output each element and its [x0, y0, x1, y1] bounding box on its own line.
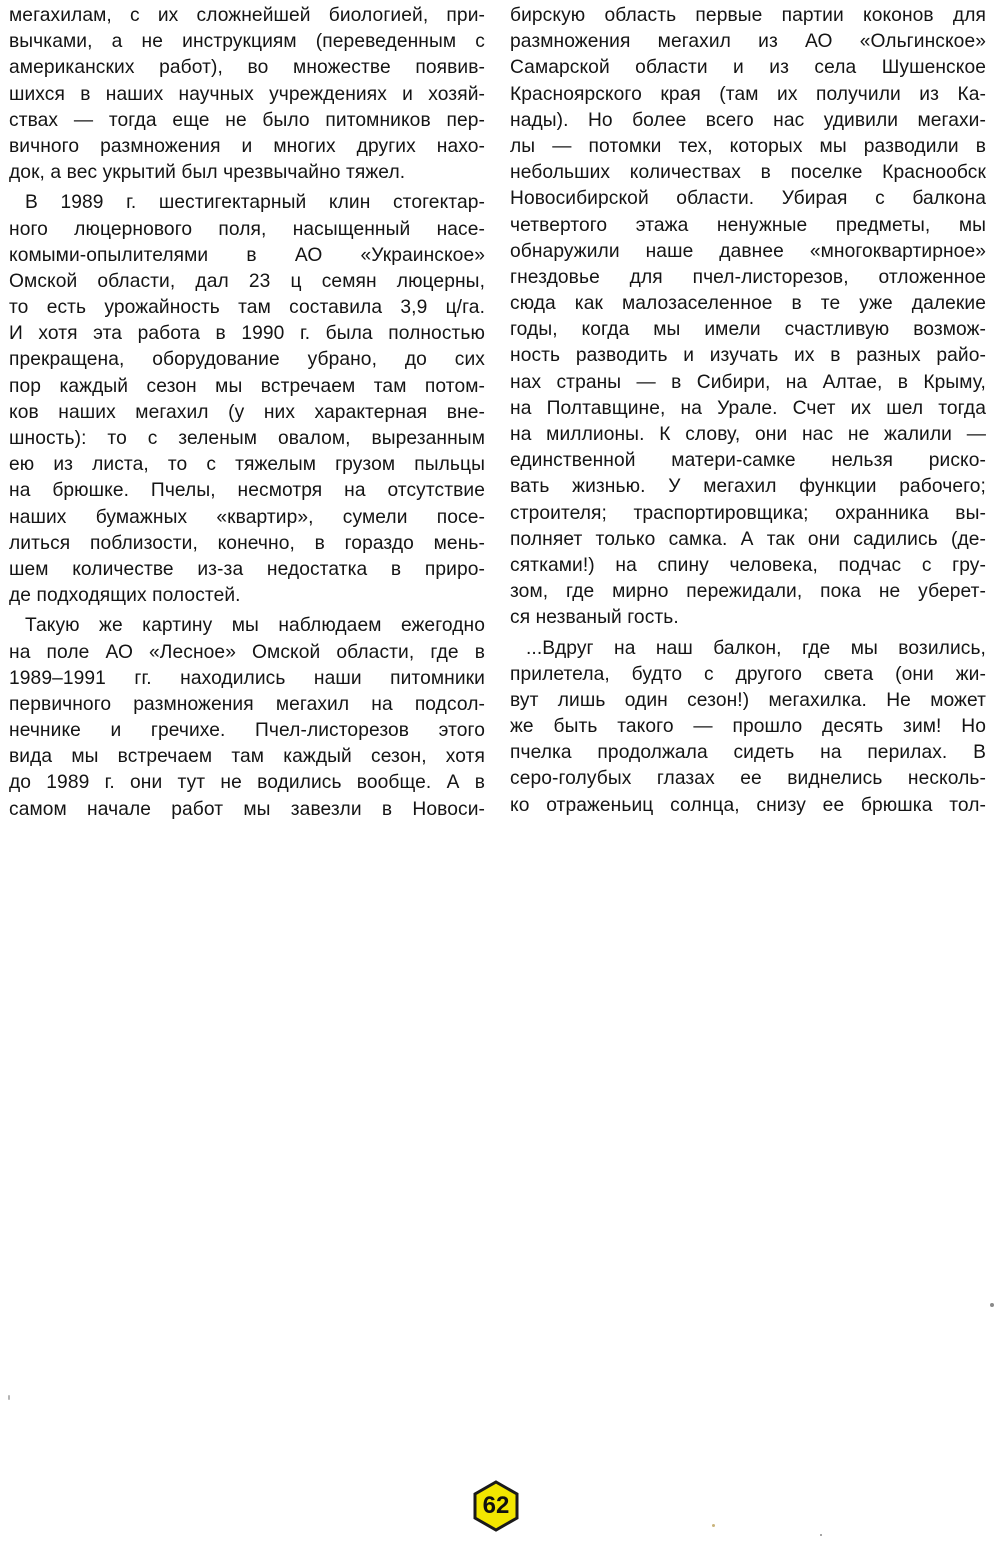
text-line: ся незваный гость. [510, 607, 679, 629]
text-line: комыми-опылителями в АО «Украинское» [9, 244, 485, 266]
text-line: лы — потомки тех, которых мы разводили в [510, 135, 986, 157]
text-line: Такую же картину мы наблюдаем ежегодно [25, 615, 485, 637]
text-line: небольших количествах в поселке Краснообск [510, 162, 986, 184]
text-line: размножения мегахил из АО «Ольгинское» [510, 31, 986, 53]
text-line: на Полтавщине, на Урале. Счет их шел тогда [510, 397, 986, 419]
text-line: Самарской области и из села Шушенское [510, 57, 986, 79]
text-line: гнездовье для пчел-листорезов, отложенное [510, 266, 986, 288]
text-line: единственной матери-самке нельзя риско- [510, 450, 986, 472]
paragraph [9, 613, 485, 823]
text-line: ...Вдруг на наш балкон, где мы возились, [526, 637, 986, 659]
text-line: вать жизнью. У мегахил функции рабочего; [510, 476, 986, 498]
text-line: полняет только самка. А так они садились (де- [510, 528, 986, 550]
scan-speck [712, 1524, 715, 1527]
text-line: наших бумажных «квартир», сумели посе- [9, 506, 485, 528]
text-line: шихся в наших научных учреждениях и хозяй- [9, 83, 485, 105]
text-line: ко отраженьиц солнца, снизу ее брюшка тол- [510, 794, 986, 816]
scan-speck [820, 1534, 822, 1536]
right-text-column [510, 3, 986, 819]
text-line: прекращена, оборудование убрано, до сих [9, 349, 485, 371]
text-line: годы, когда мы имели счастливую возмож- [510, 319, 986, 341]
paragraph [510, 636, 986, 819]
text-line: же быть такого — прошло десять зим! Но [510, 716, 986, 738]
text-line: до 1989 г. они тут не водились вообще. А в [9, 772, 485, 794]
paragraph [510, 3, 986, 632]
text-line: Красноярского края (там их получили из Ка- [510, 83, 986, 105]
text-line: ствах — тогда еще не было питомников пер- [9, 109, 485, 131]
text-line: шем количестве из-за недостатка в приро- [9, 558, 485, 580]
text-line: самом начале работ мы завезли в Новоси- [9, 798, 485, 820]
paragraph [9, 190, 485, 609]
text-line: вида мы встречаем там каждый сезон, хотя [9, 746, 485, 768]
text-line: то есть урожайность там составила 3,9 ц/га. [9, 297, 485, 319]
text-line: В 1989 г. шестигектарный клин стогектар- [25, 192, 485, 214]
page-number-badge [472, 1480, 520, 1532]
text-line: ного люцернового поля, насыщенный насе- [9, 218, 485, 240]
text-line: сятками!) на спину человека, подчас с гру- [510, 554, 986, 576]
text-line: нады). Но более всего нас удивили мегахи- [510, 109, 986, 131]
text-line: док, а вес укрытий был чрезвычайно тяжел. [9, 162, 406, 184]
left-text-column [9, 3, 485, 823]
text-line: бирскую область первые партии коконов для [510, 5, 986, 26]
text-line: 1989–1991 гг. находились наши питомники [9, 667, 485, 689]
text-line: мегахилам, с их сложнейшей биологией, при- [9, 5, 485, 26]
text-line: шность): то с зеленым овалом, вырезанным [9, 428, 485, 449]
text-line: Омской области, дал 23 ц семян люцерны, [9, 270, 485, 292]
text-line: на миллионы. К слову, они нас не жалили — [510, 424, 986, 445]
text-line: ков наших мегахил (у них характерная вне- [9, 401, 485, 423]
page-number: 62 [482, 1492, 510, 1519]
scan-speck [990, 1303, 994, 1307]
text-line: Новосибирской области. Убирая с балкона [510, 188, 986, 210]
text-line: зом, где мирно пережидали, пока не уберет- [510, 581, 986, 603]
text-line: И хотя эта работа в 1990 г. была полностью [9, 323, 485, 345]
text-line: вычками, а не инструкциям (переведенным с [9, 31, 485, 53]
text-line: на брюшке. Пчелы, несмотря на отсутствие [9, 480, 485, 502]
text-line: прилетела, будто с другого света (они жи- [510, 663, 986, 685]
text-line: сюда как малозаселенное в те уже далекие [510, 293, 986, 315]
text-line: литься поблизости, конечно, в гораздо мень- [9, 532, 485, 554]
paragraph [9, 3, 485, 186]
text-line: нах страны — в Сибири, на Алтае, в Крыму, [510, 371, 986, 393]
scan-speck [8, 1395, 10, 1400]
text-line: вичного размножения и многих других нахо- [9, 135, 485, 157]
text-line: нечнике и гречихе. Пчел-листорезов этого [9, 720, 485, 742]
text-line: американских работ), во множестве появив- [9, 57, 485, 79]
text-line: ею из листа, то с тяжелым грузом пыльцы [9, 454, 485, 476]
text-line: пор каждый сезон мы встречаем там потом- [9, 375, 485, 397]
text-line: вут лишь один сезон!) мегахилка. Не может [510, 689, 986, 711]
text-line: пчелка продолжала сидеть на перилах. В [510, 742, 986, 764]
text-line: на поле АО «Лесное» Омской области, где в [9, 641, 485, 663]
text-line: де подходящих полостей. [9, 585, 241, 607]
text-line: первичного размножения мегахил на подсол- [9, 693, 485, 715]
text-line: обнаружили наше давнее «многоквартирное» [510, 240, 986, 262]
text-line: серо-голубых глазах ее виднелись несколь- [510, 768, 986, 790]
text-line: ность разводить и изучать их в разных райо- [510, 345, 986, 367]
text-line: четвертого этажа ненужные предметы, мы [510, 214, 986, 236]
text-line: строителя; траспортировщика; охранника вы- [510, 502, 986, 524]
